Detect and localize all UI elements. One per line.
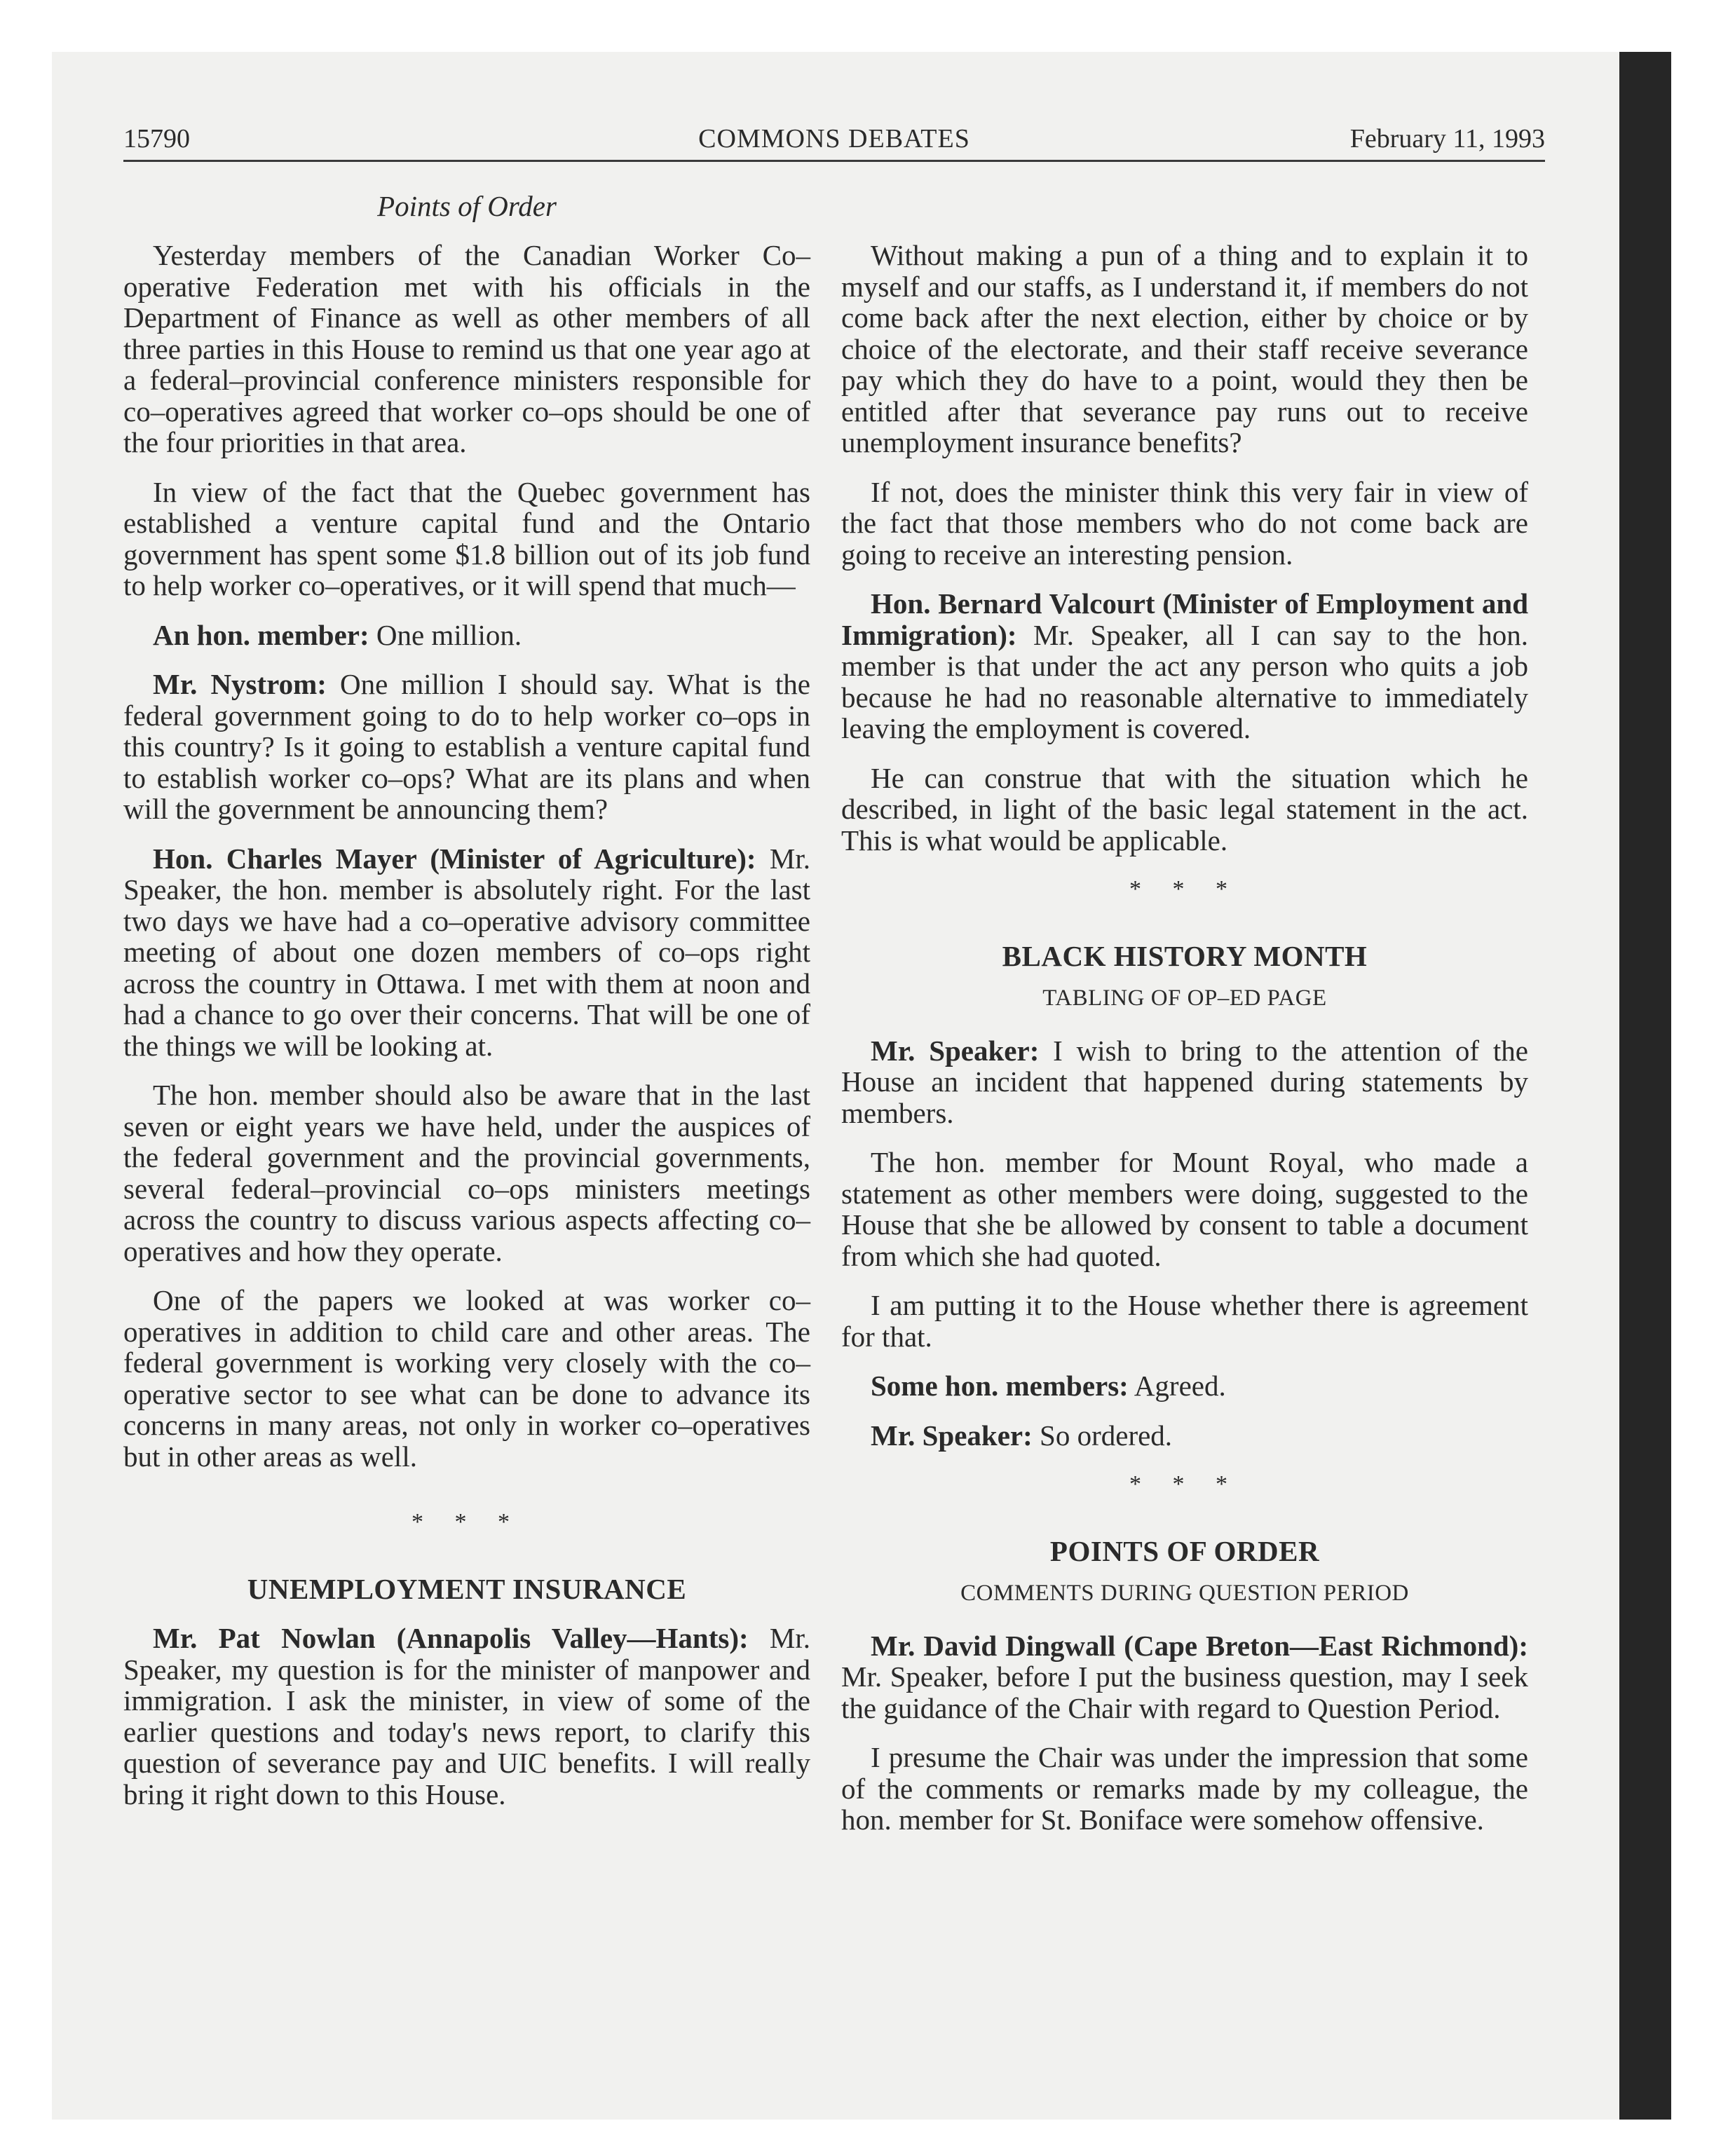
section-separator: * * * [411,1509,522,1535]
right-column [841,240,1528,1854]
left-column [123,240,810,1828]
paragraph: If not, does the minister think this very fair in view of the fact that those members who do not come back are going to receive an interesting pension. [841,475,1528,571]
speaker-name: An hon. member: [153,618,369,651]
paragraph: Yesterday members of the Canadian Worker Co–operative Federation met with his officials in the Department of Finance as well as other members of all three parties in this House to remind us that one year ago at a federal–provincial conference ministers responsible for co–operatives agreed that worker co–ops should be one of the four priorities in that area. [123,239,810,458]
speech-text: One million I should say. What is the federal government going to do to help worker co–ops in this country? Is it going to establish a venture capital fund to establish worker co–ops? What are its plans and when will the government be announcing them? [123,668,810,825]
speaker-name: Mr. Pat Nowlan (Annapolis Valley—Hants): [153,1622,749,1654]
paragraph: I presume the Chair was under the impression that some of the comments or remarks made by my colleague, the hon. member for St. Boniface were somehow offensive. [841,1741,1528,1836]
speaker-name: Mr. Nystrom: [153,668,327,700]
paragraph [841,588,1528,744]
speech-text: Agreed. [1128,1370,1226,1402]
speech-text: So ordered. [1032,1419,1173,1452]
paragraph [123,669,810,825]
paragraph [841,1370,1528,1402]
speech-text: Mr. Speaker, the hon. member is absolutely right. For the last two days we have had a co–operative advisory committee meeting of about one dozen members of co–ops right across the country in Ottawa. I met with them at noon and had a chance to go over their concerns. That will be one of the things we will be looking at. [123,842,810,1062]
issue-date: February 11, 1993 [1349,124,1545,153]
running-head: Points of Order [377,190,557,222]
section-separator: * * * [1129,1471,1240,1497]
speaker-name: Hon. Charles Mayer (Minister of Agriculture): [153,842,756,875]
paragraph [841,1420,1528,1452]
journal-title: COMMONS DEBATES [698,124,970,153]
paragraph: He can construe that with the situation which he described, in light of the basic legal statement in the act. This is what would be applicable. [841,761,1528,857]
speech-text: Mr. Speaker, my question is for the minister of manpower and immigration. I ask the minister, in view of some of the earlier questions and today's news report, to clarify this question of severance pay and UIC benefits. I will really bring it right down to this House. [123,1622,810,1810]
paragraph: The hon. member should also be aware that in the last seven or eight years we have held, under the auspices of the federal government and the provincial governments, several federal–provincial co–ops ministers meetings across the country to discuss various aspects affecting co–operatives and how they operate. [123,1079,810,1267]
paragraph [123,843,810,1062]
page-number: 15790 [123,124,190,153]
speaker-name: Mr. David Dingwall (Cape Breton—East Richmond): [871,1629,1528,1662]
paragraph: In view of the fact that the Quebec government has established a venture capital fund and the Ontario government has spent some $1.8 billion out of its job fund to help worker co–operatives, or it will spend that much— [123,475,810,601]
speech-text: Mr. Speaker, before I put the business question, may I seek the guidance of the Chair with regard to Question Period. [841,1660,1528,1724]
section-separator: * * * [1129,876,1240,902]
scan-dark-edge [1619,52,1671,2120]
paragraph [841,1035,1528,1129]
section-heading: POINTS OF ORDER [1049,1534,1320,1567]
paragraph [123,1623,810,1810]
speaker-name: Some hon. members: [871,1370,1129,1402]
speech-text: Mr. Speaker, all I can say to the hon. member is that under the act any person who quits a job because he had no reasonable alternative to immediately leaving the employment is covered. [841,618,1528,744]
paragraph: One of the papers we looked at was worker co–operatives in addition to child care and other areas. The federal government is working very closely with the co–operative sector to see what can be done to advance its concerns in many areas, not only in worker co–operatives but in other areas as well. [123,1284,810,1473]
speaker-name: Mr. Speaker: [871,1419,1033,1452]
section-heading: UNEMPLOYMENT INSURANCE [247,1572,687,1605]
paragraph: Without making a pun of a thing and to explain it to myself and our staffs, as I understand it, if members do not come back after the next election, either by choice or by choice of the electorate, and their staff receive severance pay which they do have to a point, would they then be entitled after that severance pay runs out to receive unemployment insurance benefits? [841,239,1528,458]
speech-text: One million. [369,618,522,651]
section-subheading: TABLING OF OP–ED PAGE [1042,985,1327,1011]
speech-text: I wish to bring to the attention of the House an incident that happened during statements by members. [841,1034,1528,1129]
paragraph [123,620,810,651]
section-subheading: COMMENTS DURING QUESTION PERIOD [960,1581,1409,1606]
page-header [123,121,1545,162]
paragraph: The hon. member for Mount Royal, who made a statement as other members were doing, suggested to the House that she be allowed by consent to table a document from which she had quoted. [841,1146,1528,1272]
paragraph: I am putting it to the House whether there is agreement for that. [841,1289,1528,1353]
paragraph [841,1630,1528,1724]
speaker-name: Hon. Bernard Valcourt (Minister of Employment and Immigration): [841,587,1528,651]
speaker-name: Mr. Speaker: [871,1034,1040,1067]
section-heading: BLACK HISTORY MONTH [1002,939,1368,972]
